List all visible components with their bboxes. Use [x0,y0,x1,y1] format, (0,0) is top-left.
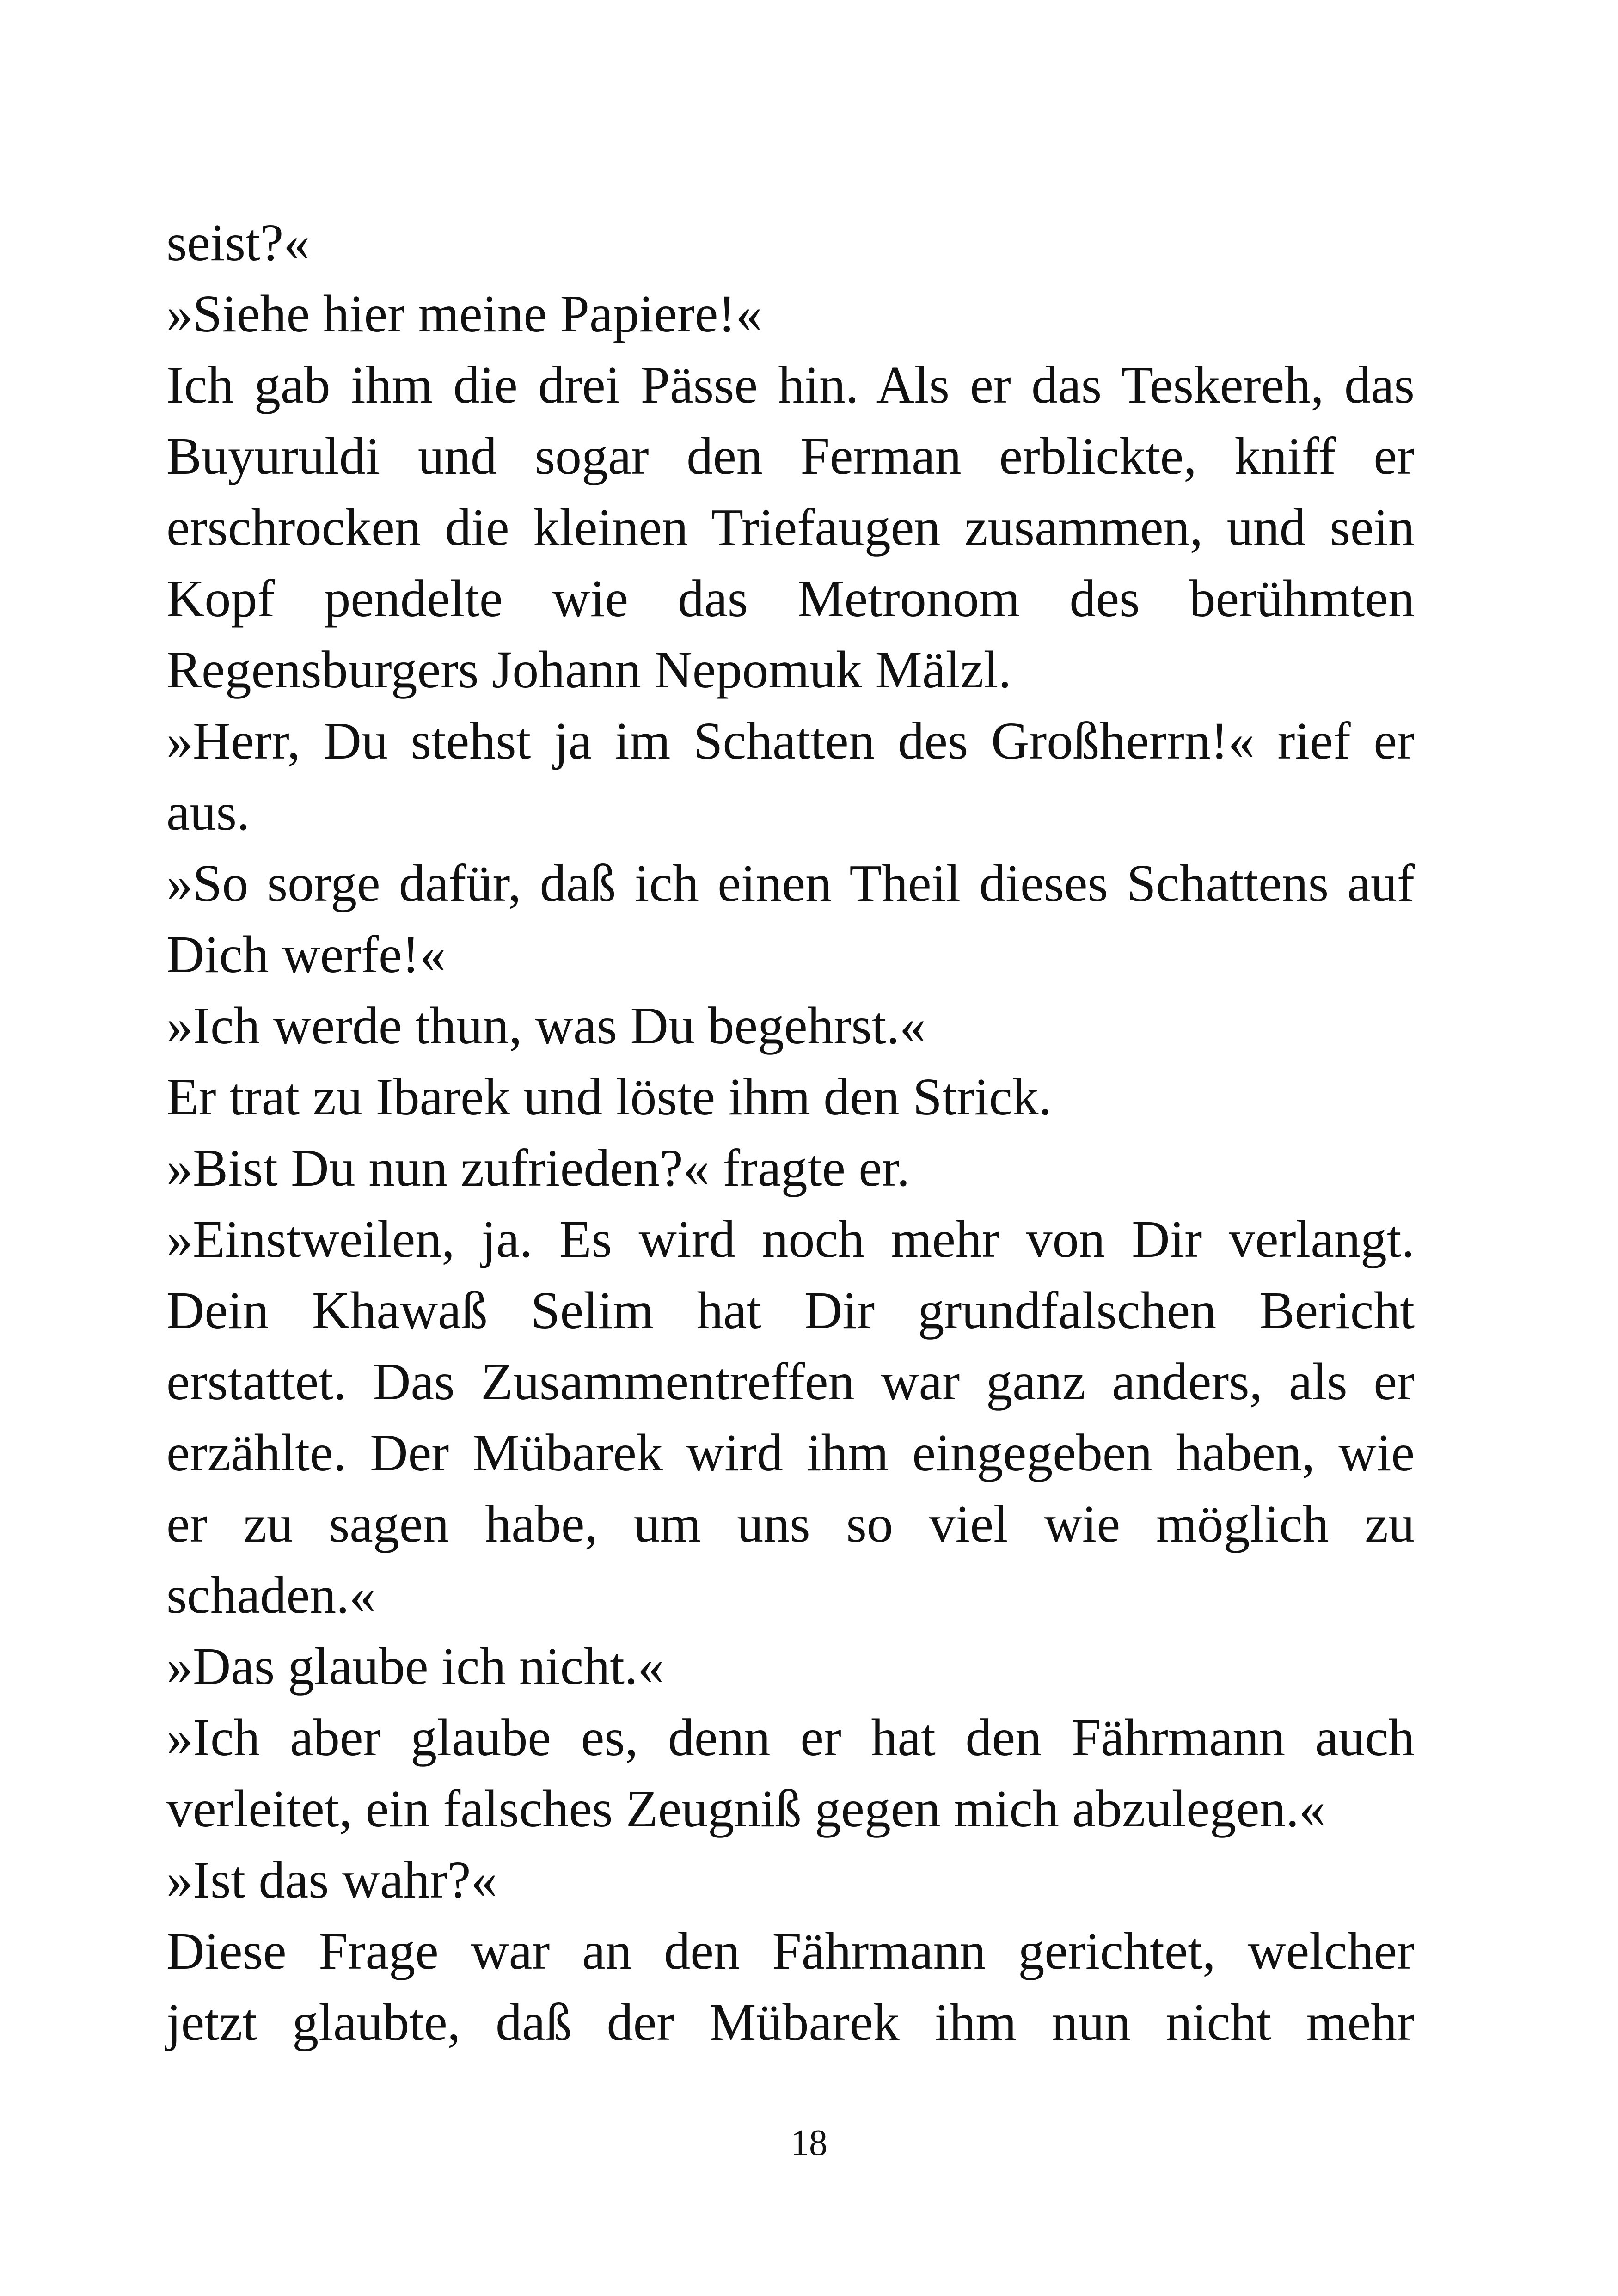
text-line-11: Dich werfe!« [166,925,446,984]
text-line-5: erschrocken die kleinen Triefaugen zusammen, und sein [166,498,1415,557]
text-line-22: »Ich aber glaube es, denn er hat den Fährmann auch [166,1708,1415,1767]
text-line-12: »Ich werde thun, was Du begehrst.« [166,996,926,1055]
text-line-26: jetzt glaubte, daß der Mübarek ihm nun nicht mehr [166,1993,1415,2051]
text-line-16: Dein Khawaß Selim hat Dir grundfalschen Bericht [166,1281,1415,1340]
text-line-24: »Ist das wahr?« [166,1850,497,1909]
body-text [166,207,1415,2058]
page-number: 18 [791,2123,827,2163]
text-line-9: aus. [166,783,250,841]
text-line-20: schaden.« [166,1566,376,1624]
text-line-25: Diese Frage war an den Fährmann gerichtet, welcher [166,1922,1415,1980]
text-line-19: er zu sagen habe, um uns so viel wie möglich zu [166,1494,1415,1553]
text-line-7: Regensburgers Johann Nepomuk Mälzl. [166,640,1011,699]
text-line-1: seist?« [166,213,310,272]
text-line-17: erstattet. Das Zusammentreffen war ganz anders, als er [166,1352,1415,1411]
text-line-23: verleitet, ein falsches Zeugniß gegen mich abzulegen.« [166,1779,1325,1838]
text-line-2: »Siehe hier meine Papiere!« [166,284,762,343]
text-line-3: Ich gab ihm die drei Pässe hin. Als er das Teskereh, das [166,355,1415,414]
text-line-21: »Das glaube ich nicht.« [166,1637,664,1696]
text-line-6: Kopf pendelte wie das Metronom des berühmten [166,569,1415,628]
text-line-14: »Bist Du nun zufrieden?« fragte er. [166,1139,910,1197]
text-line-4: Buyuruldi und sogar den Ferman erblickte, kniff er [166,427,1415,485]
text-line-15: »Einstweilen, ja. Es wird noch mehr von Dir verlangt. [166,1210,1415,1268]
text-line-13: Er trat zu Ibarek und löste ihm den Strick. [166,1067,1052,1126]
text-line-8: »Herr, Du stehst ja im Schatten des Großherrn!« rief er [166,711,1415,770]
text-line-18: erzählte. Der Mübarek wird ihm eingegeben haben, wie [166,1423,1415,1482]
text-line-10: »So sorge dafür, daß ich einen Theil dieses Schattens auf [166,854,1415,912]
